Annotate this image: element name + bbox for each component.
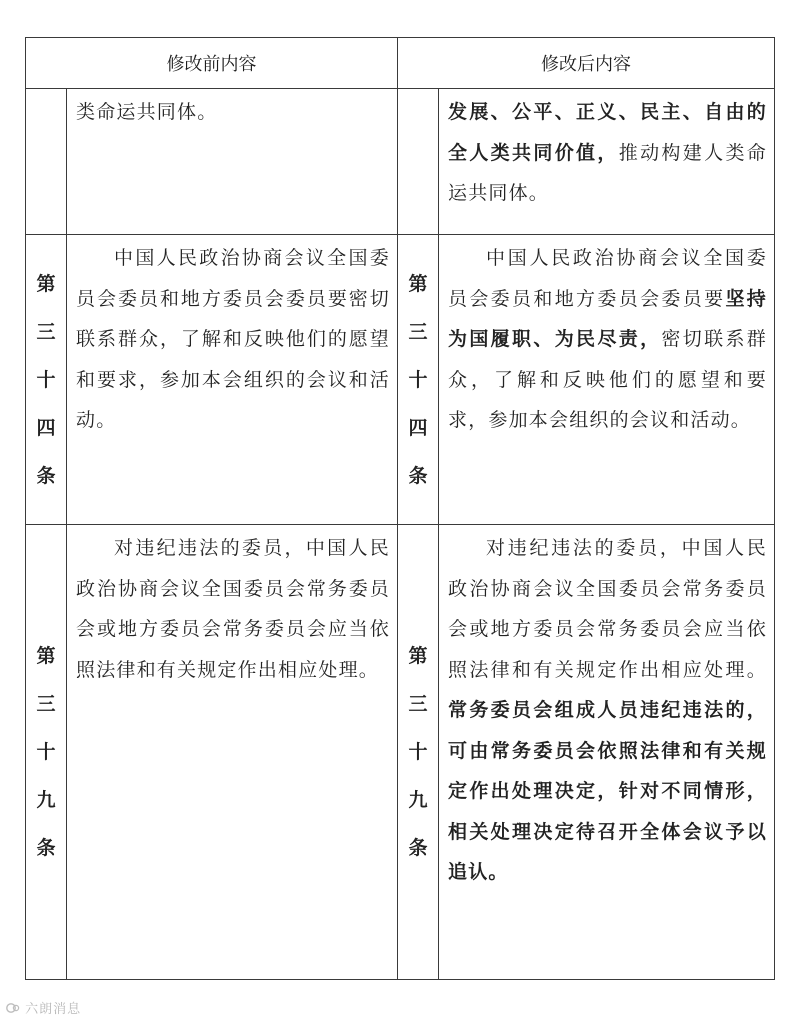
- table-row: [26, 235, 775, 525]
- article-char: 九: [36, 789, 56, 811]
- added-text: 常务委员会组成人员违纪违法的，可由常务委员会依照法律和有关规定作出处理决定，针对不同情形，相关处理决定待召开全体会议予以追认。: [448, 699, 767, 883]
- article-char: 条: [36, 464, 56, 487]
- article-char: 三: [36, 693, 56, 715]
- article-char: 四: [36, 416, 56, 439]
- after-paragraph: [448, 92, 767, 214]
- article-char: 四: [408, 416, 428, 439]
- article-char: 十: [36, 368, 56, 391]
- logo-icon: [6, 1002, 20, 1014]
- article-char: 三: [408, 320, 428, 343]
- amendment-comparison-table: [25, 37, 775, 980]
- article-char: 十: [36, 741, 56, 763]
- table-row: [26, 89, 775, 235]
- after-text: [439, 525, 775, 980]
- watermark: [6, 998, 81, 1017]
- original-text: 对违纪违法的委员，中国人民政治协商会议全国委员会常务委员会或地方委员会常务委员会应当依照法律和有关规定作出相应处理。: [448, 537, 767, 681]
- header-row: [26, 38, 775, 89]
- article-char: 十: [408, 368, 428, 391]
- original-text: 中国人民政治协商会议全国委员会委员和地方委员会委员要: [448, 247, 767, 310]
- article-char: 十: [408, 741, 428, 763]
- original-text: 密切联系群众，了解和反映他们的愿望和要求，参加本会组织的会议和活动。: [448, 328, 767, 431]
- article-char: 条: [408, 837, 428, 859]
- article-char: 第: [36, 272, 56, 295]
- added-text: 发展、公平、正义、民主、自由的全人类共同价值，: [448, 101, 767, 164]
- article-char: 条: [408, 464, 428, 487]
- after-text: [439, 89, 775, 235]
- article-cell: [398, 89, 439, 235]
- before-text: [67, 89, 398, 235]
- before-paragraph: 类命运共同体。: [76, 101, 218, 123]
- article-number-39: [26, 525, 67, 980]
- header-after: 修改后内容: [398, 38, 775, 89]
- table-row: [26, 525, 775, 980]
- article-char: 第: [408, 272, 428, 295]
- header-before: 修改前内容: [26, 38, 398, 89]
- before-text: [67, 525, 398, 980]
- before-paragraph: 对违纪违法的委员，中国人民政治协商会议全国委员会常务委员会或地方委员会常务委员会应当依照法律和有关规定作出相应处理。: [76, 537, 390, 681]
- before-paragraph: 中国人民政治协商会议全国委员会委员和地方委员会委员要密切联系群众，了解和反映他们的愿望和要求，参加本会组织的会议和活动。: [76, 247, 390, 431]
- before-text: [67, 235, 398, 525]
- after-paragraph: [448, 528, 767, 893]
- article-char: 条: [36, 837, 56, 859]
- original-text: 推动构建人类命运共同体。: [448, 141, 767, 204]
- after-text: [439, 235, 775, 525]
- article-char: 第: [408, 645, 428, 667]
- article-number-34: [26, 235, 67, 525]
- article-number-39: [398, 525, 439, 980]
- article-cell: [26, 89, 67, 235]
- watermark-text: 六朗消息: [25, 1002, 82, 1017]
- article-char: 第: [36, 645, 56, 667]
- added-text: 坚持为国履职、为民尽责，: [448, 287, 767, 350]
- after-paragraph: [448, 238, 767, 441]
- article-number-34: [398, 235, 439, 525]
- article-char: 九: [408, 789, 428, 811]
- article-char: 三: [408, 693, 428, 715]
- article-char: 三: [36, 320, 56, 343]
